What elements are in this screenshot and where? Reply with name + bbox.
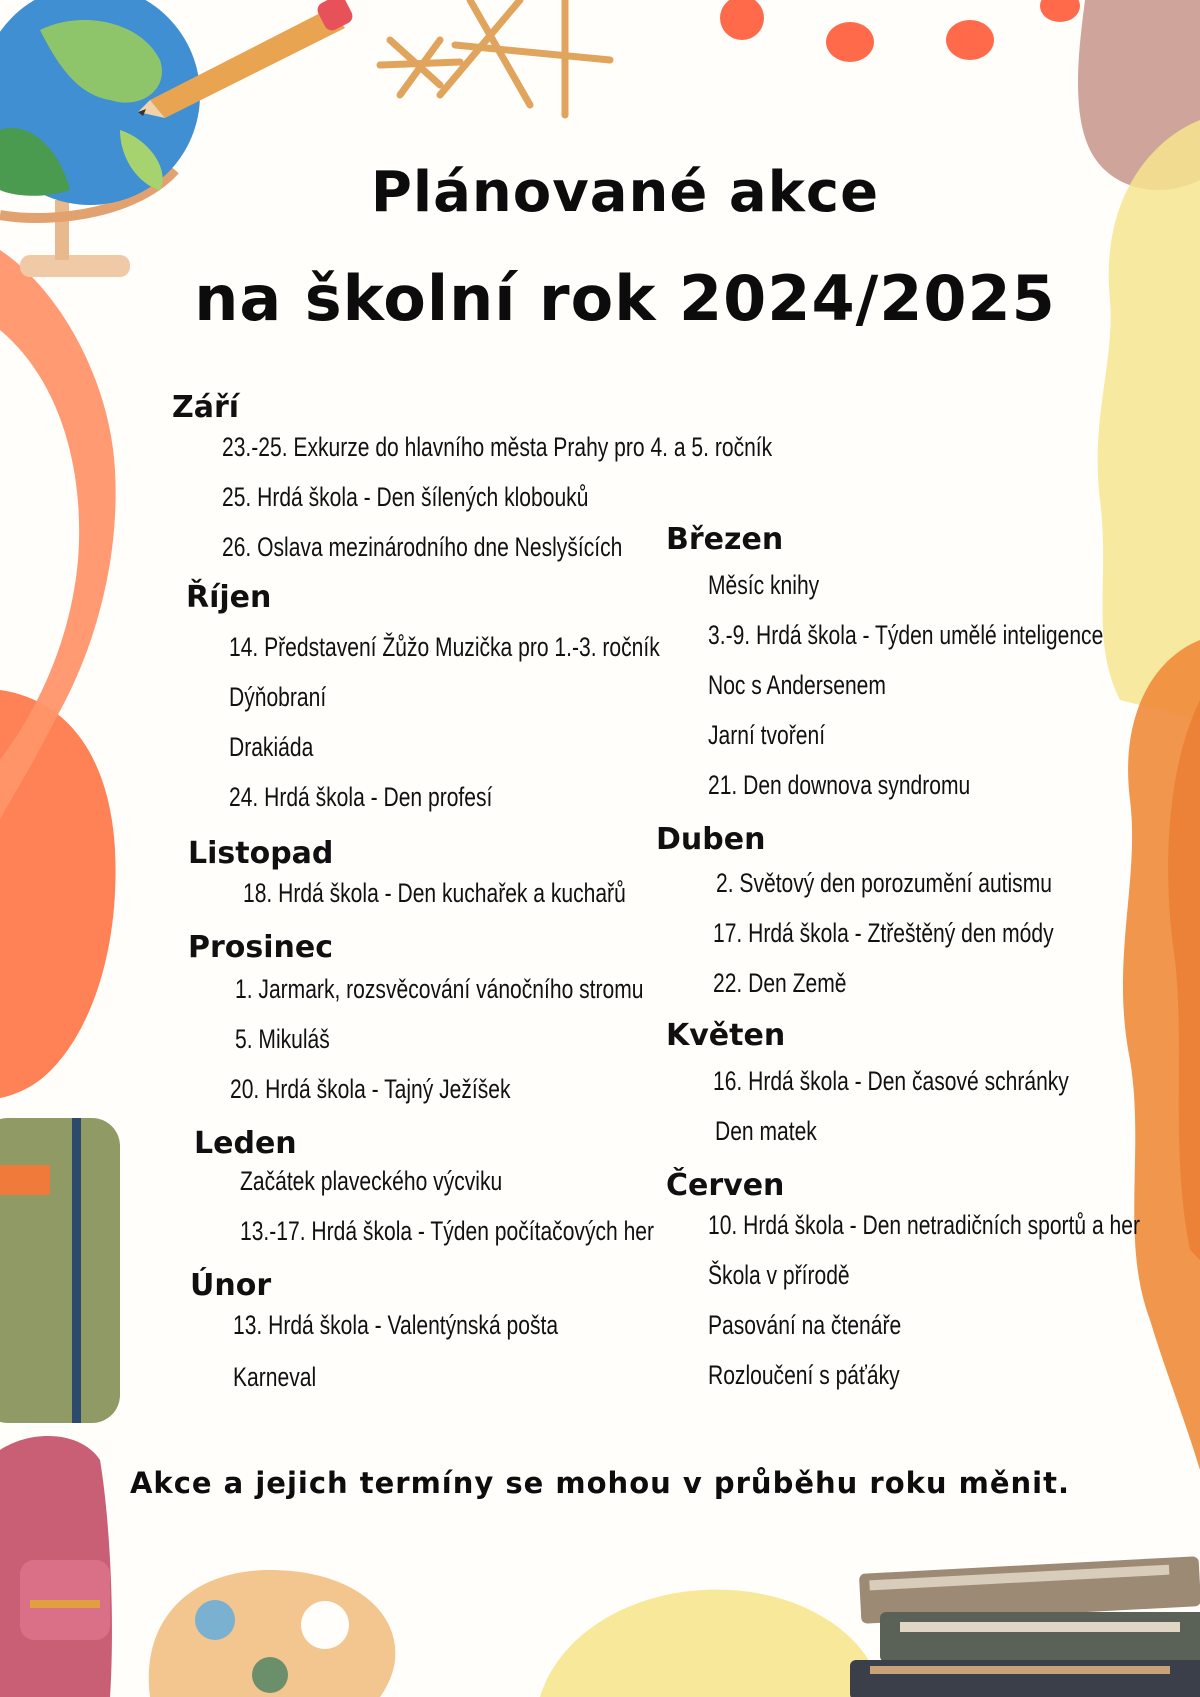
page-title-line1: Plánované akce [370,160,880,225]
month-heading-duben: Duben [656,822,766,857]
event-item: 2. Světový den porozumění autismu [716,868,1052,898]
event-item: Karneval [233,1362,317,1392]
left-watercolor [0,250,116,1098]
event-item: Škola v přírodě [708,1260,850,1290]
event-item: Pasování na čtenáře [708,1310,902,1340]
event-item: 14. Představení Žůžo Muzička pro 1.-3. ročník [229,632,660,662]
event-item: Noc s Andersenem [708,670,886,700]
footer-note: Akce a jejich termíny se mohou v průběhu roku měnit. [129,1466,1070,1500]
event-item: 23.-25. Exkurze do hlavního města Prahy pro 4. a 5. ročník [222,432,773,462]
event-item: 3.-9. Hrdá škola - Týden umělé inteligence [708,620,1104,650]
starburst-icon [380,0,610,115]
event-item: Rozloučení s páťáky [708,1360,900,1390]
event-item: 18. Hrdá škola - Den kuchařek a kuchařů [243,878,626,908]
notebook-icon [0,1118,120,1423]
event-item: 25. Hrdá škola - Den šílených klobouků [222,482,589,512]
globe-icon [0,0,200,277]
event-item: 1. Jarmark, rozsvěcování vánočního stromu [235,974,644,1004]
page-title-line2: na školní rok 2024/2025 [194,262,1056,335]
month-heading-zari: Září [172,390,240,425]
month-heading-listopad: Listopad [188,836,334,871]
event-item: 20. Hrdá škola - Tajný Ježíšek [230,1074,511,1104]
month-heading-kveten: Květen [666,1018,786,1053]
event-item: 13. Hrdá škola - Valentýnská pošta [233,1310,559,1340]
month-heading-rijen: Říjen [186,580,272,615]
event-item: Den matek [715,1116,817,1146]
event-item: 13.-17. Hrdá škola - Týden počítačových her [240,1216,655,1246]
event-item: 26. Oslava mezinárodního dne Neslyšících [222,532,623,562]
event-item: 16. Hrdá škola - Den časové schránky [713,1066,1069,1096]
event-item: 5. Mikuláš [235,1024,330,1054]
month-heading-leden: Leden [194,1126,297,1161]
yellow-blob [540,1590,880,1697]
orange-dots-icon [720,0,1080,62]
event-item: Měsíc knihy [708,570,820,600]
month-heading-prosinec: Prosinec [188,930,334,965]
month-heading-brezen: Březen [666,522,784,557]
books-icon [850,1556,1200,1697]
event-item: Drakiáda [229,732,314,762]
event-item: Začátek plaveckého výcviku [240,1166,503,1196]
event-item: 10. Hrdá škola - Den netradičních sportů a her [708,1210,1140,1240]
event-item: 17. Hrdá škola - Ztřeštěný den módy [713,918,1054,948]
month-heading-cerven: Červen [666,1168,785,1203]
event-item: 22. Den Země [713,968,847,998]
event-item: Dýňobraní [229,682,327,712]
event-item: 24. Hrdá škola - Den profesí [229,782,493,812]
event-item: 21. Den downova syndromu [708,770,971,800]
month-heading-unor: Únor [190,1268,272,1303]
palette-icon [149,1570,396,1697]
event-item: Jarní tvoření [708,720,826,750]
